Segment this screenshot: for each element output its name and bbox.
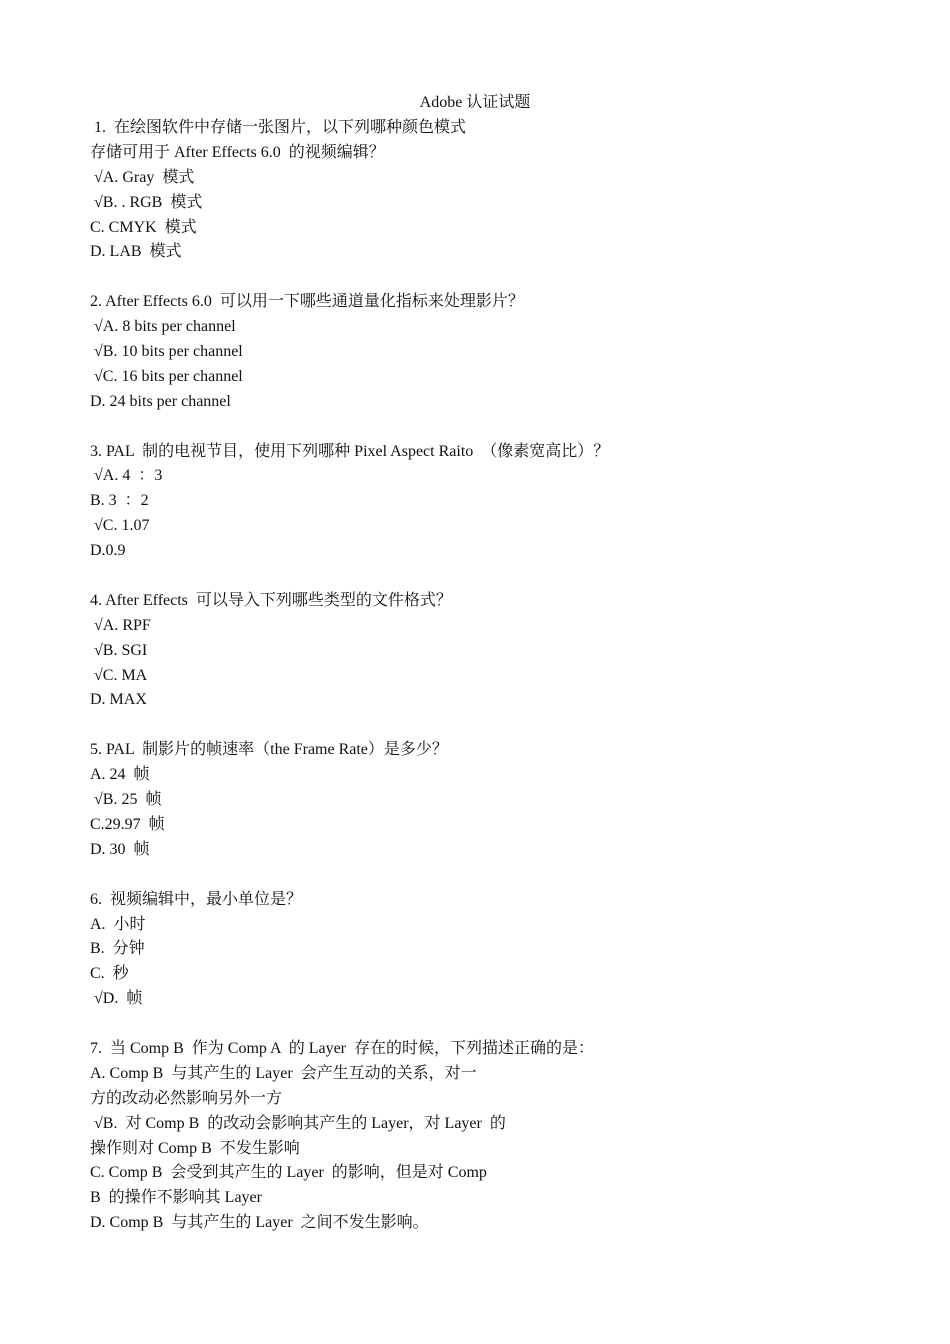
- question-3: [90, 440, 870, 564]
- question-1-option-a: √A. Gray 模式: [90, 168, 195, 186]
- spacer: [90, 265, 870, 290]
- spacer: [90, 1012, 870, 1037]
- question-1-text-line-2: 存储可用于 After Effects 6.0 的视频编辑？: [90, 143, 385, 161]
- question-6-option-a: A. 小时: [90, 915, 146, 933]
- question-7-option-a-line-2: 方的改动必然影响另外一方: [90, 1089, 283, 1107]
- question-4-option-a: √A. RPF: [90, 616, 151, 634]
- question-6-option-b: B. 分钟: [90, 940, 145, 958]
- question-7-option-a-line-1: A. Comp B 与其产生的 Layer 会产生互动的关系，对一: [90, 1064, 477, 1082]
- question-5-option-d: D. 30 帧: [90, 840, 150, 858]
- question-3-option-c: √C. 1.07: [90, 517, 150, 535]
- question-1-option-b: √B. . RGB 模式: [90, 193, 203, 211]
- question-4-option-d: D. MAX: [90, 691, 147, 709]
- question-2-option-a: √A. 8 bits per channel: [90, 318, 236, 336]
- spacer: [90, 415, 870, 440]
- question-4: [90, 589, 870, 713]
- question-5: [90, 738, 870, 862]
- question-3-option-b: B. 3 ：2: [90, 492, 149, 510]
- question-5-option-c: C.29.97 帧: [90, 815, 165, 833]
- question-2-text: 2. After Effects 6.0 可以用一下哪些通道量化指标来处理影片？: [90, 293, 524, 311]
- question-6-option-c: C. 秒: [90, 965, 129, 983]
- question-3-option-a: √A. 4 ：3: [90, 467, 163, 485]
- question-7-option-b-line-2: 操作则对 Comp B 不发生影响: [90, 1139, 300, 1157]
- spacer: [90, 863, 870, 888]
- spacer: [90, 564, 870, 589]
- question-1-text-line-1: 1. 在绘图软件中存储一张图片，以下列哪种颜色模式: [90, 119, 467, 136]
- question-5-option-a: A. 24 帧: [90, 766, 150, 784]
- question-list: [90, 116, 870, 1236]
- question-1: [90, 116, 870, 265]
- question-7-option-d: D. Comp B 与其产生的 Layer 之间不发生影响。: [90, 1214, 429, 1232]
- question-7-option-b-line-1: √B. 对 Comp B 的改动会影响其产生的 Layer，对 Layer 的: [90, 1114, 506, 1132]
- question-1-option-d: D. LAB 模式: [90, 243, 182, 261]
- question-4-option-c: √C. MA: [90, 666, 148, 684]
- question-2-option-b: √B. 10 bits per channel: [90, 343, 243, 361]
- question-7-option-c-line-2: B 的操作不影响其 Layer: [90, 1189, 262, 1207]
- question-5-option-b: √B. 25 帧: [90, 791, 162, 809]
- page-title: Adobe 认证试题: [419, 94, 531, 111]
- spacer: [90, 713, 870, 738]
- question-1-option-c: C. CMYK 模式: [90, 218, 197, 236]
- question-2-option-d: D. 24 bits per channel: [90, 392, 231, 410]
- question-6-option-d: √D. 帧: [90, 990, 143, 1008]
- question-3-option-d: D.0.9: [90, 542, 126, 560]
- question-5-text: 5. PAL 制影片的帧速率（the Frame Rate）是多少？: [90, 741, 448, 759]
- question-2: [90, 290, 870, 414]
- question-3-text: 3. PAL 制的电视节目，使用下列哪种 Pixel Aspect Raito （像素宽高比）？: [90, 442, 610, 460]
- question-4-option-b: √B. SGI: [90, 641, 148, 659]
- question-7-text: 7. 当 Comp B 作为 Comp A 的 Layer 存在的时候，下列描述正确的是：: [90, 1039, 595, 1057]
- question-6-text: 6. 视频编辑中，最小单位是？: [90, 890, 303, 908]
- question-7: [90, 1037, 870, 1236]
- question-2-option-c: √C. 16 bits per channel: [90, 367, 243, 385]
- question-4-text: 4. After Effects 可以导入下列哪些类型的文件格式？: [90, 591, 452, 609]
- question-6: [90, 888, 870, 1012]
- question-7-option-c-line-1: C. Comp B 会受到其产生的 Layer 的影响，但是对 Comp: [90, 1164, 487, 1182]
